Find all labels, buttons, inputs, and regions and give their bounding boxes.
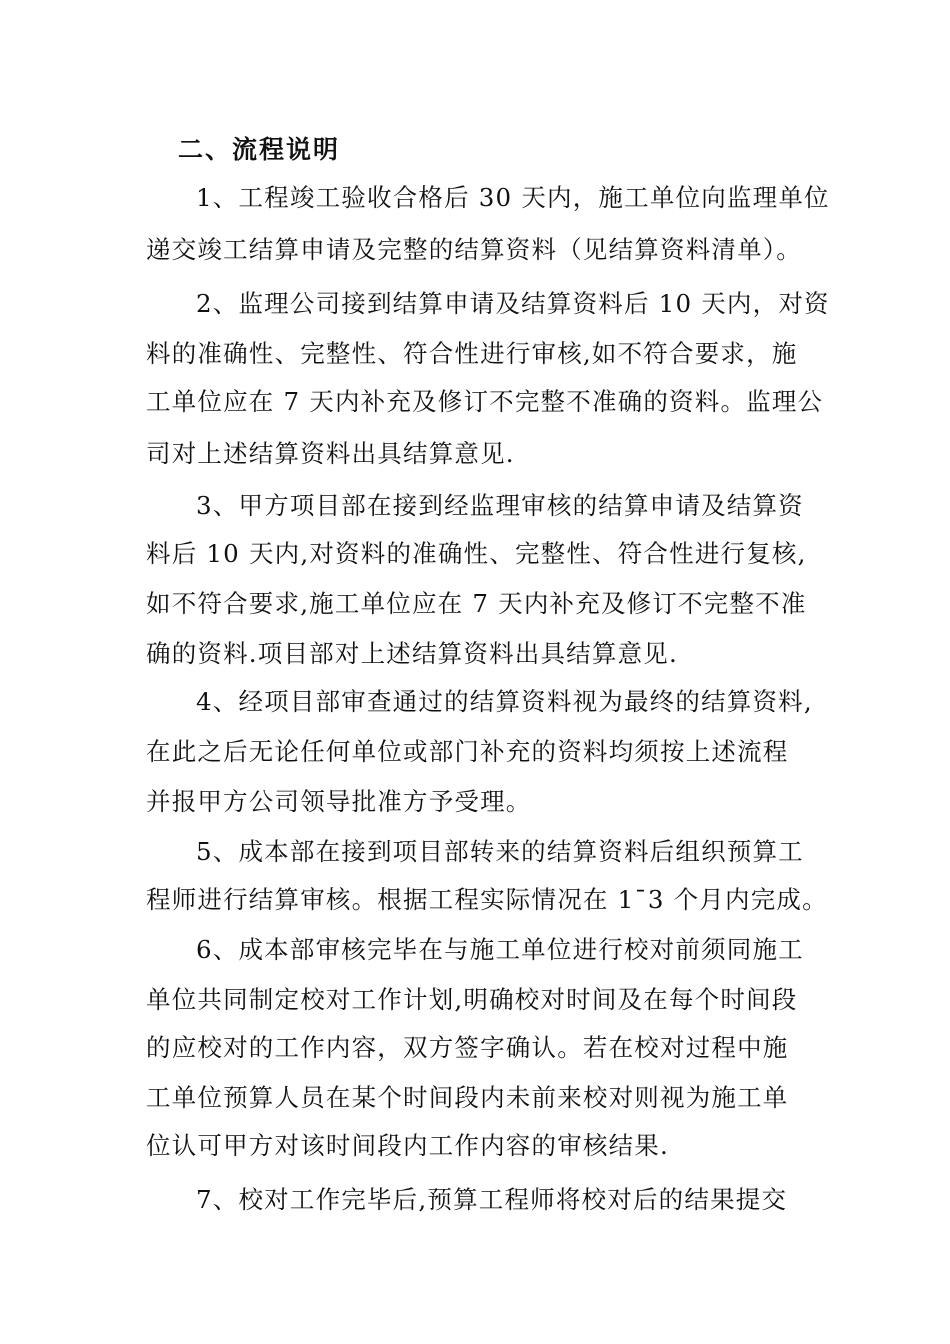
paragraph-3-line-3: 如不符合要求,施工单位应在 7 天内补充及修订不完整不准 [146, 589, 807, 618]
paragraph-7-line-1: 7、校对工作完毕后,预算工程师将校对后的结果提交 [196, 1185, 788, 1214]
section-heading: 二、流程说明 [178, 135, 341, 164]
paragraph-6-line-1: 6、成本部审核完毕在与施工单位进行校对前须同施工 [196, 935, 804, 964]
paragraph-1-line-1: 1、工程竣工验收合格后 30 天内，施工单位向监理单位 [196, 183, 830, 212]
paragraph-2-line-3: 工单位应在 7 天内补充及修订不完整不准确的资料。监理公 [146, 387, 824, 416]
paragraph-4-line-1: 4、经项目部审查通过的结算资料视为最终的结算资料, [196, 687, 813, 716]
paragraph-3-line-2: 料后 10 天内,对资料的准确性、完整性、符合性进行复核, [146, 539, 807, 568]
paragraph-1-line-2: 递交竣工结算申请及完整的结算资料（见结算资料清单）。 [146, 235, 802, 264]
paragraph-5-line-1: 5、成本部在接到项目部转来的结算资料后组织预算工 [196, 837, 804, 866]
paragraph-2-line-2: 料的准确性、完整性、符合性进行审核,如不符合要求，施 [146, 339, 798, 368]
paragraph-4-line-3: 并报甲方公司领导批准方予受理。 [146, 787, 532, 816]
paragraph-5-line-2: 程师进行结算审核。根据工程实际情况在 1¯3 个月内完成。 [146, 885, 828, 914]
paragraph-6-line-3: 的应校对的工作内容，双方签字确认。若在校对过程中施 [146, 1033, 789, 1062]
paragraph-6-line-2: 单位共同制定校对工作计划,明确校对时间及在每个时间段 [146, 985, 798, 1014]
paragraph-3-line-4: 确的资料.项目部对上述结算资料出具结算意见. [146, 639, 678, 668]
paragraph-6-line-5: 位认可甲方对该时间段内工作内容的审核结果. [146, 1131, 669, 1160]
paragraph-4-line-2: 在此之后无论任何单位或部门补充的资料均须按上述流程 [146, 737, 789, 766]
paragraph-6-line-4: 工单位预算人员在某个时间段内未前来校对则视为施工单 [146, 1083, 789, 1112]
paragraph-2-line-1: 2、监理公司接到结算申请及结算资料后 10 天内，对资 [196, 289, 830, 318]
paragraph-3-line-1: 3、甲方项目部在接到经监理审核的结算申请及结算资 [196, 491, 804, 520]
paragraph-2-line-4: 司对上述结算资料出具结算意见. [146, 439, 515, 468]
